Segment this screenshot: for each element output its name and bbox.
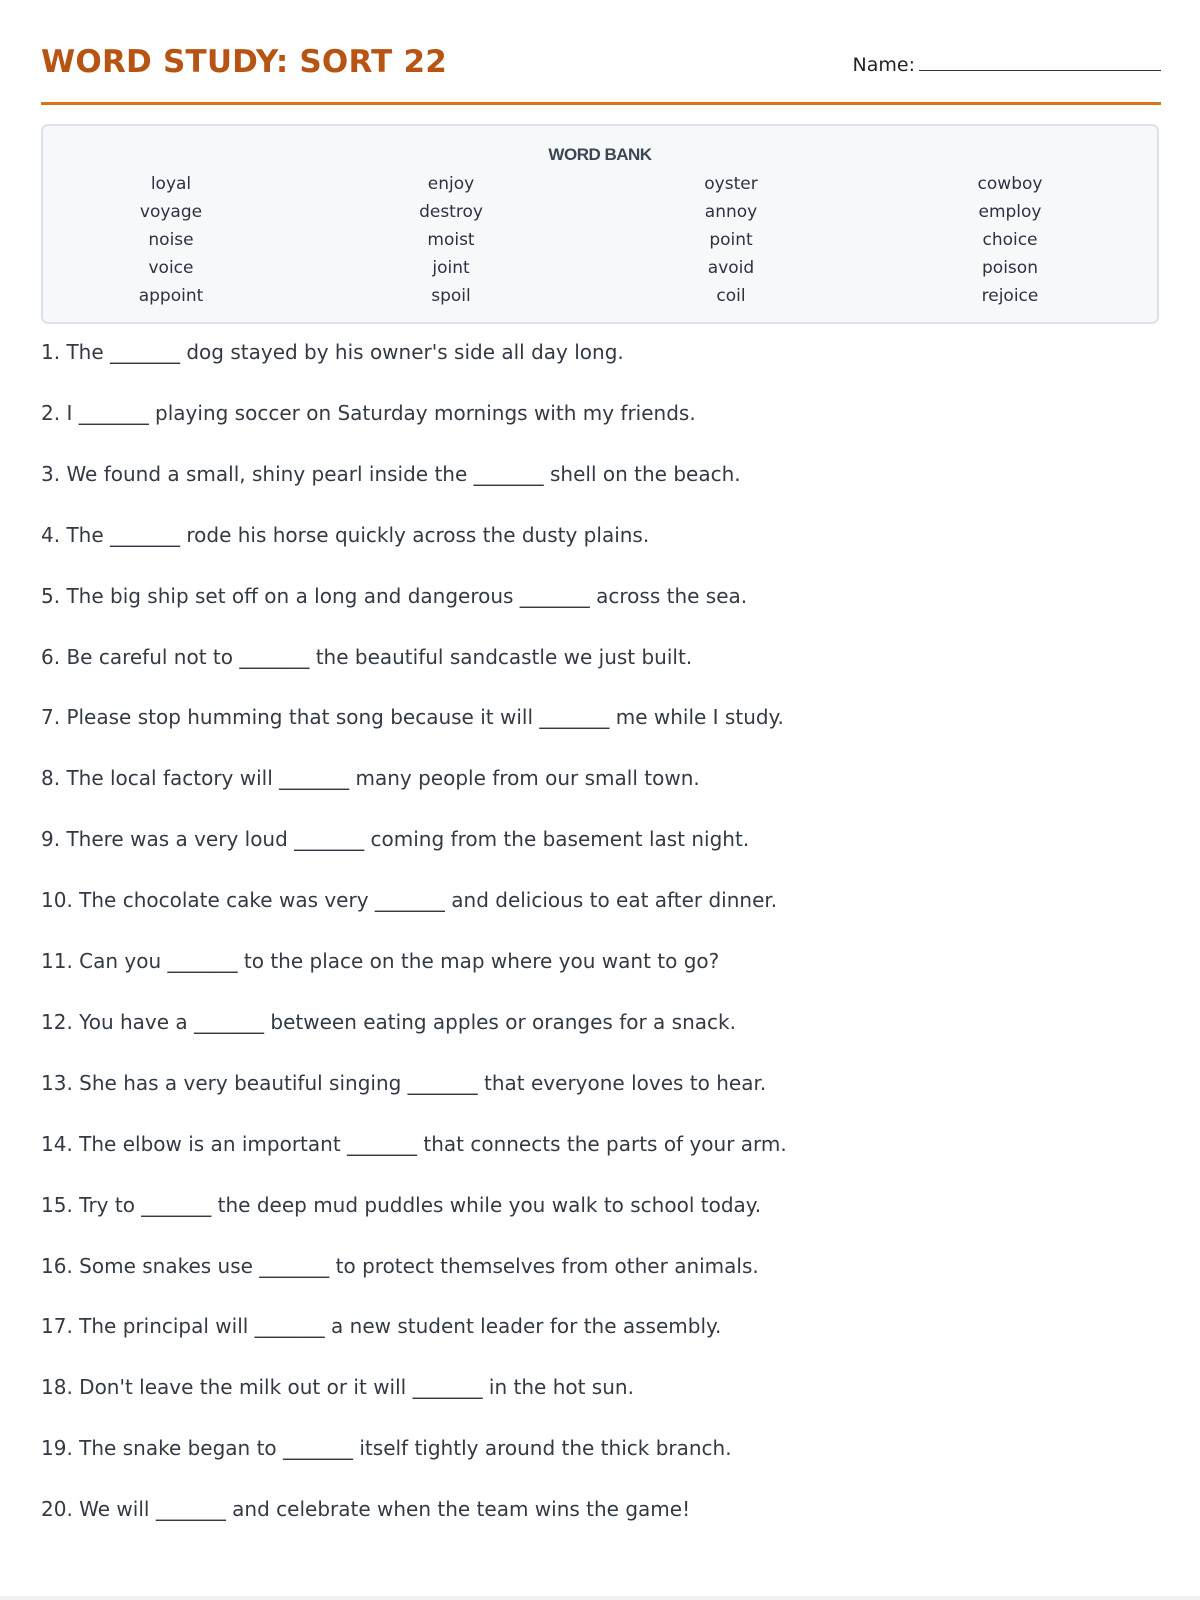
sentence-item: 7. Please stop humming that song because it will _______ me while I study. bbox=[41, 705, 784, 730]
word-bank-word: cowboy bbox=[977, 174, 1043, 194]
word-bank-word: point bbox=[709, 230, 753, 250]
word-bank-word: voice bbox=[148, 258, 194, 278]
word-bank-heading: WORD BANK bbox=[548, 145, 652, 164]
page-title: WORD STUDY: SORT 22 bbox=[41, 44, 448, 80]
sentence-item: 19. The snake began to _______ itself tightly around the thick branch. bbox=[41, 1436, 732, 1461]
sentence-item: 5. The big ship set off on a long and dangerous _______ across the sea. bbox=[41, 583, 748, 608]
word-bank-word: poison bbox=[982, 258, 1038, 278]
word-bank-word: oyster bbox=[704, 174, 758, 194]
sentence-item: 10. The chocolate cake was very _______ and delicious to eat after dinner. bbox=[41, 888, 778, 913]
word-bank-word: enjoy bbox=[427, 174, 475, 194]
sentence-item: 4. The _______ rode his horse quickly across the dusty plains. bbox=[41, 522, 650, 547]
sentence-item: 2. I _______ playing soccer on Saturday mornings with my friends. bbox=[41, 400, 696, 425]
word-bank-word: noise bbox=[148, 230, 194, 250]
sentence-item: 18. Don't leave the milk out or it will _______ in the hot sun. bbox=[41, 1375, 634, 1400]
sentence-item: 8. The local factory will _______ many people from our small town. bbox=[41, 766, 700, 791]
name-field bbox=[853, 52, 1161, 76]
sentence-item: 14. The elbow is an important _______ that connects the parts of your arm. bbox=[41, 1131, 787, 1156]
word-bank-word: coil bbox=[716, 286, 746, 306]
sentence-item: 6. Be careful not to _______ the beautiful sandcastle we just built. bbox=[41, 644, 693, 669]
word-bank-word: voyage bbox=[139, 202, 203, 222]
word-bank-word: destroy bbox=[419, 202, 483, 222]
sentence-item: 1. The _______ dog stayed by his owner's side all day long. bbox=[41, 340, 624, 364]
sentence-item: 11. Can you _______ to the place on the map where you want to go? bbox=[41, 949, 720, 973]
word-bank-word: employ bbox=[978, 202, 1042, 222]
sentence-item: 12. You have a _______ between eating apples or oranges for a snack. bbox=[41, 1009, 736, 1034]
sentence-item: 16. Some snakes use _______ to protect themselves from other animals. bbox=[41, 1253, 759, 1278]
name-blank-line bbox=[919, 52, 1161, 71]
worksheet-header bbox=[41, 40, 1161, 105]
word-bank bbox=[41, 124, 1159, 324]
word-bank-word: appoint bbox=[138, 286, 204, 306]
sentence-item: 9. There was a very loud _______ coming from the basement last night. bbox=[41, 827, 750, 852]
page-bottom-edge bbox=[0, 1596, 1200, 1600]
sentence-item: 15. Try to _______ the deep mud puddles while you walk to school today. bbox=[41, 1192, 762, 1217]
word-bank-word: spoil bbox=[431, 286, 471, 306]
word-bank-word: annoy bbox=[704, 202, 758, 222]
word-bank-word: choice bbox=[982, 230, 1038, 250]
word-bank-word: avoid bbox=[707, 258, 755, 278]
sentence-item: 13. She has a very beautiful singing _______ that everyone loves to hear. bbox=[41, 1070, 767, 1095]
sentence-item: 17. The principal will _______ a new student leader for the assembly. bbox=[41, 1314, 722, 1339]
word-bank-word: loyal bbox=[150, 174, 192, 194]
word-bank-word: joint bbox=[432, 258, 470, 278]
word-bank-word: rejoice bbox=[981, 286, 1039, 306]
name-label: Name: bbox=[852, 54, 915, 76]
sentence-item: 3. We found a small, shiny pearl inside the _______ shell on the beach. bbox=[41, 461, 741, 486]
word-bank-word: moist bbox=[427, 230, 475, 250]
sentence-item: 20. We will _______ and celebrate when the team wins the game! bbox=[41, 1497, 691, 1522]
